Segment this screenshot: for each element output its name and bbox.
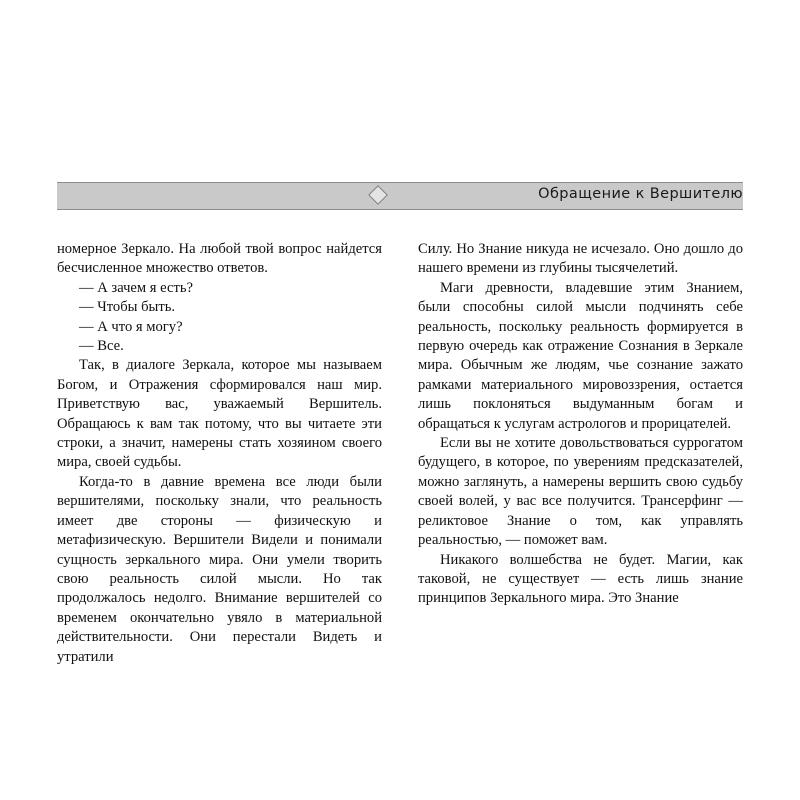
- dialogue-line: — Чтобы быть.: [79, 299, 175, 316]
- paragraph: номерное Зеркало. На любой твой вопрос найдется бесчисленное множество ответов.: [57, 241, 382, 277]
- paragraph: Маги древности, владевшие этим Знанием, были способны силой мысли подчинять себе реальность, поскольку реальность формируется в первую очередь как отражение Сознания в Зеркале мира. Обычным же людям, чье сознание зажато рамками материального мировоззрения, остается лишь поклоняться выдуманным богам и обращаться к услугам астрологов и прорицателей.: [418, 279, 743, 432]
- paragraph: Силу. Но Знание никуда не исчезало. Оно дошло до нашего времени из глубины тысячелетий.: [418, 241, 743, 277]
- paragraph: Если вы не хотите довольствоваться суррогатом будущего, в которое, по уверениям предсказателей, можно заглянуть, а намерены вершить свою судьбу своей волей, у вас все получится. Трансерфинг — реликтовое Знание о том, как управлять реальностью, — поможет вам.: [418, 435, 743, 549]
- left-column: [57, 240, 382, 667]
- paragraph: Так, в диалоге Зеркала, которое мы называем Богом, и Отражения сформировался наш мир. Приветствую вас, уважаемый Вершитель. Обращаюсь к вам так потому, что вы читаете эти строки, а значит, намерены стать хозяином своего мира, своей судьбы.: [57, 357, 382, 471]
- paragraph: Никакого волшебства не будет. Магии, как таковой, не существует — есть лишь знание принципов Зеркального мира. Это Знание: [418, 551, 743, 607]
- dialogue-line: — А что я могу?: [79, 318, 183, 335]
- dialogue-line: — Все.: [79, 338, 124, 355]
- right-column: [418, 240, 743, 667]
- dialogue-line: — А зачем я есть?: [79, 279, 193, 296]
- paragraph: Когда-то в давние времена все люди были вершителями, поскольку знали, что реальность имеет две стороны — физическую и метафизическую. Вершители Видели и понимали сущность зеркального мира. Они умели творить свою реальность силой мысли. Но так продолжалось недолго. Внимание вершителей со временем окончательно увяло в материальной действительности. Они перестали Видеть и утратили: [57, 473, 382, 665]
- page-header-title: Обращение к Вершителю: [538, 186, 743, 202]
- text-columns: [57, 240, 743, 667]
